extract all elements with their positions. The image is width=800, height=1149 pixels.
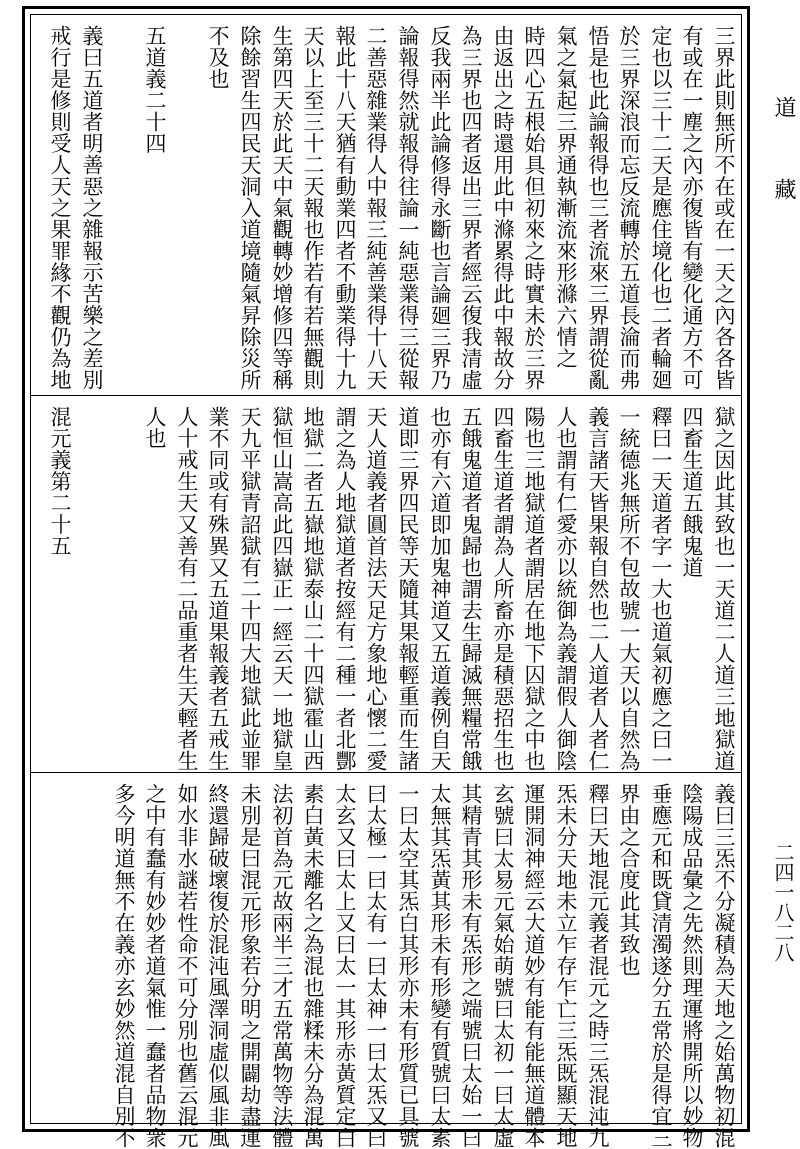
text-column: 二善惡雜業得人中報三純善業得十八天 [364, 25, 388, 391]
page-frame [22, 6, 750, 1149]
text-column: 炁未分天地未立乍存乍亡三炁既顯天地 [554, 783, 578, 1149]
text-column: 運開洞神經云大道妙有能有能無道體本 [522, 783, 546, 1149]
text-column: 天以上至三十二天報也作若有若無觀則 [301, 25, 325, 391]
text-column: 除餘習生四民天洞入道境隨氣昇除災所 [238, 25, 262, 391]
text-column: 四畜生道者謂為人所畜亦是積惡招生也 [491, 406, 515, 772]
text-column: 陽也三地獄道者謂居在地下囚獄之中也 [522, 406, 546, 772]
text-column: 論報得然就報得往論一純惡業得三從報 [396, 25, 420, 391]
text-column: 人十戒生天又善有二品重者生天輕者生 [175, 406, 199, 772]
text-column: 由返出之時還用此中滌累得此中報故分 [491, 25, 515, 391]
text-column: 其精青其形未有炁形之端號曰太始一曰 [459, 783, 483, 1149]
text-column: 戒行是修則受人天之果罪緣不觀仍為地 [48, 25, 72, 391]
text-column: 天九平獄青詔獄有二十四大地獄此並罪 [238, 406, 262, 772]
text-panel-middle [31, 396, 741, 772]
text-column: 人也 [143, 406, 167, 449]
text-column: 獄之因此其致也一天道二人道三地獄道 [712, 406, 736, 772]
text-column: 反我兩半此論修得永斷也言論廻三界乃 [428, 25, 452, 391]
text-column: 業不同或有殊異又五道果報義者五戒生 [206, 406, 230, 772]
text-column: 太無其炁黃其形未有形變有質號曰太素 [428, 783, 452, 1149]
text-column: 釋曰一天道者字一大也道氣初應之曰一 [649, 406, 673, 772]
text-column: 陰陽成品彙之先然則理運將開所以妙物 [680, 783, 704, 1149]
text-column: 報此十八天猶有動業四者不動業得十九 [333, 25, 357, 391]
text-column: 界由之合度此其致也 [617, 783, 641, 977]
text-column: 素白黃未離名之為混也雜糅未分為混萬 [301, 783, 325, 1149]
text-column: 之中有蠢有妙妙者道氣惟一蠢者品物衆 [143, 783, 167, 1149]
text-column: 為三界也四者返出三界者經云復我清虛 [459, 25, 483, 391]
text-column: 三界此則無所不在或在一天之內各各皆 [712, 25, 736, 391]
text-panel-top [31, 15, 741, 395]
text-column: 定也以三十二天是應住境化也二者輪廻 [649, 25, 673, 391]
text-column: 五道義二十四 [143, 25, 167, 154]
text-column: 獄恒山嵩高此四嶽正一經云天一地獄皇 [270, 406, 294, 772]
text-column: 義曰三炁不分凝積為天地之始萬物初混 [712, 783, 736, 1149]
text-column: 氣之氣起三界通執漸流來形滌六情之 [554, 25, 578, 369]
text-column: 生第四天於此天中氣觀轉妙增修四等稱 [270, 25, 294, 391]
text-column: 一統德兆無所不包故號一大天以自然為 [617, 406, 641, 772]
text-column: 多今明道無不在義亦玄妙然道混自別不 [112, 783, 136, 1149]
margin-title-char-2: 藏 [771, 178, 796, 200]
text-column: 謂之為人地獄道者按經有二種一者北酆 [333, 406, 357, 772]
text-column: 如水非水謎若性命不可分別也舊云混元 [175, 783, 199, 1149]
text-column: 太玄又曰太上又曰太一其形赤黃質定白 [333, 783, 357, 1149]
text-column: 天人道義者圓首法天足方象地心懷二愛 [364, 406, 388, 772]
text-column: 混元義第二十五 [48, 406, 72, 557]
text-column: 不及也 [206, 25, 230, 90]
text-column: 有或在一塵之內亦復皆有變化通方不可 [680, 25, 704, 391]
text-column: 法初首為元故兩半三才五常萬物等法體 [270, 783, 294, 1149]
text-column: 四畜生道五餓鬼道 [680, 406, 704, 578]
text-column: 未別是曰混元形象若分明之開闢劫盡運 [238, 783, 262, 1149]
text-column: 義曰五道者明善惡之雜報示苦樂之差別 [80, 25, 104, 391]
text-column: 垂應元和既貸清濁遂分五常於是得宜三 [649, 783, 673, 1149]
page-frame-inner [30, 14, 742, 1149]
text-panel-bottom [31, 773, 741, 1149]
text-column: 道即三界四民等天隨其果報輕重而生諸 [396, 406, 420, 772]
margin-page-number: 二四一八二八 [771, 842, 795, 962]
text-column: 時四心五根始具但初來之時實未於三界 [522, 25, 546, 391]
text-column: 地獄二者五嶽地獄泰山二十四獄霍山西 [301, 406, 325, 772]
text-column: 於三界深浪而忘反流轉於五道長淪而弗 [617, 25, 641, 391]
text-column: 人也謂有仁愛亦以統御為義謂假人御陰 [554, 406, 578, 772]
text-column: 釋曰天地混元義者混元之時三炁混沌九 [586, 783, 610, 1149]
text-column: 玄號曰太易元氣始萌號曰太初一曰太虛 [491, 783, 515, 1149]
text-column: 義言諸天皆果報自然也二人道者人者仁 [586, 406, 610, 772]
text-column: 悟是也此論報得也三者流來三界謂從亂 [586, 25, 610, 391]
text-column: 一曰太空其炁白其形亦未有形質已具號 [396, 783, 420, 1149]
text-column: 終還歸破壞復於混沌風澤洞虛似風非風 [206, 783, 230, 1149]
text-column: 五餓鬼道者鬼歸也謂去生歸滅無糧常餓 [459, 406, 483, 772]
text-column: 也亦有六道即加鬼神道又五道義例自天 [428, 406, 452, 772]
margin-title-char-1: 道 [771, 96, 796, 118]
text-column: 曰太極一曰太有一曰太神一曰太炁又曰 [364, 783, 388, 1149]
